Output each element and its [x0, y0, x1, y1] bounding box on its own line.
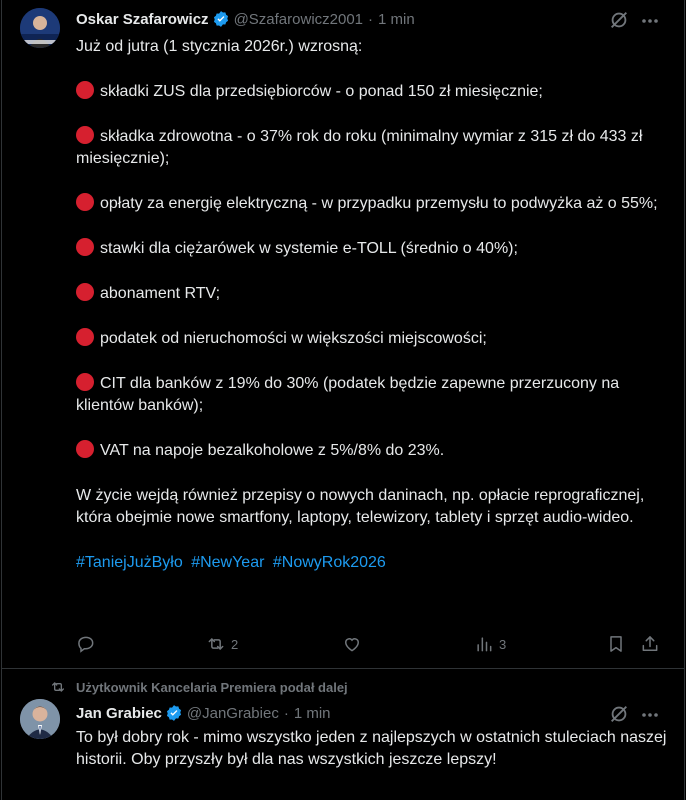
author-name[interactable]: Jan Grabiec — [76, 704, 162, 722]
more-icon[interactable] — [640, 13, 660, 29]
retweet-icon — [50, 679, 66, 695]
list-item-text: opłaty za energię elektryczną - w przypadku przemysłu to podwyżka aż o 55%; — [100, 195, 658, 212]
separator-dot: · — [283, 704, 289, 722]
timestamp[interactable]: 1 min — [293, 704, 331, 722]
list-item-text: składki ZUS dla przedsiębiorców - o ponad 150 zł miesięcznie; — [100, 83, 543, 100]
verified-badge-icon — [165, 704, 183, 722]
action-bar — [76, 630, 668, 660]
red-circle-icon — [76, 283, 94, 301]
red-circle-icon — [76, 126, 94, 144]
tweet-oskar-szafarowicz[interactable] — [2, 0, 684, 669]
hashtag-link[interactable]: #NewYear — [191, 554, 265, 571]
list-item-text: abonament RTV; — [100, 285, 221, 302]
author-name[interactable]: Oskar Szafarowicz — [76, 10, 209, 28]
list-item — [76, 238, 668, 260]
avatar[interactable] — [20, 699, 60, 739]
grok-icon[interactable] — [608, 703, 630, 725]
author-handle[interactable]: @Szafarowicz2001 — [233, 10, 364, 28]
hashtags — [76, 552, 668, 574]
separator-dot: · — [368, 10, 374, 28]
author-handle[interactable]: @JanGrabiec — [186, 704, 279, 722]
red-circle-icon — [76, 440, 94, 458]
red-circle-icon — [76, 193, 94, 211]
list-item-text: VAT na napoje bezalkoholowe z 5%/8% do 23%. — [100, 442, 445, 459]
avatar[interactable] — [20, 8, 60, 48]
tweet-header — [76, 10, 415, 28]
right-border — [684, 0, 685, 800]
tweet-jan-grabiec[interactable] — [2, 669, 684, 800]
intro-text: Już od jutra (1 stycznia 2026r.) wzrosną: — [76, 38, 363, 55]
retweeted-by-text[interactable]: Użytkownik Kancelaria Premiera podał dalej — [76, 679, 348, 695]
outro-text: W życie wejdą również przepisy o nowych daninach, np. opłacie reprograficznej, która obejmie nowe smartfony, laptopy, telewizory, tablety i sprzęt audio-wideo. — [76, 487, 645, 526]
more-icon[interactable] — [640, 707, 660, 723]
verified-badge-icon — [212, 10, 230, 28]
list-item-text: CIT dla banków z 19% do 30% (podatek będzie zapewne przerzucony na klientów banków); — [76, 375, 620, 414]
list-item — [76, 373, 668, 417]
hashtag-link[interactable]: #TaniejJużByło — [76, 554, 183, 571]
views-button[interactable] — [474, 634, 506, 654]
retweeted-by — [50, 679, 348, 695]
list-item — [76, 440, 668, 462]
like-button[interactable] — [342, 634, 367, 654]
list-item — [76, 328, 668, 350]
retweet-icon — [206, 634, 226, 654]
retweet-button[interactable] — [206, 634, 238, 654]
share-icon — [640, 634, 660, 654]
views-icon — [474, 634, 494, 654]
red-circle-icon — [76, 373, 94, 391]
bookmark-button[interactable] — [606, 634, 631, 654]
grok-icon[interactable] — [608, 9, 630, 31]
list-item-text: stawki dla ciężarówek w systemie e-TOLL (średnio o 40%); — [100, 240, 518, 257]
retweet-count: 2 — [231, 636, 239, 652]
red-circle-icon — [76, 81, 94, 99]
reply-icon — [76, 634, 96, 654]
share-button[interactable] — [640, 634, 665, 654]
list-item — [76, 126, 668, 170]
reply-button[interactable] — [76, 634, 101, 654]
list-item — [76, 283, 668, 305]
bookmark-icon — [606, 634, 626, 654]
tweet-text — [76, 36, 668, 597]
list-item-text: składka zdrowotna - o 37% rok do roku (minimalny wymiar z 315 zł do 433 zł miesięcznie); — [76, 128, 643, 167]
tweet-header — [76, 704, 331, 722]
tweet-text: To był dobry rok - mimo wszystko jeden z najlepszych w ostatnich stuleciach naszej historii. Oby przyszły był dla nas wszystkich jeszcze lepszy! — [76, 729, 667, 768]
red-circle-icon — [76, 238, 94, 256]
hashtag-link[interactable]: #NowyRok2026 — [272, 554, 386, 571]
list-item — [76, 193, 668, 215]
list-item-text: podatek od nieruchomości w większości miejscowości; — [100, 330, 487, 347]
views-count: 3 — [499, 636, 507, 652]
timestamp[interactable]: 1 min — [378, 10, 415, 28]
list-item — [76, 81, 668, 103]
like-icon — [342, 634, 362, 654]
red-circle-icon — [76, 328, 94, 346]
